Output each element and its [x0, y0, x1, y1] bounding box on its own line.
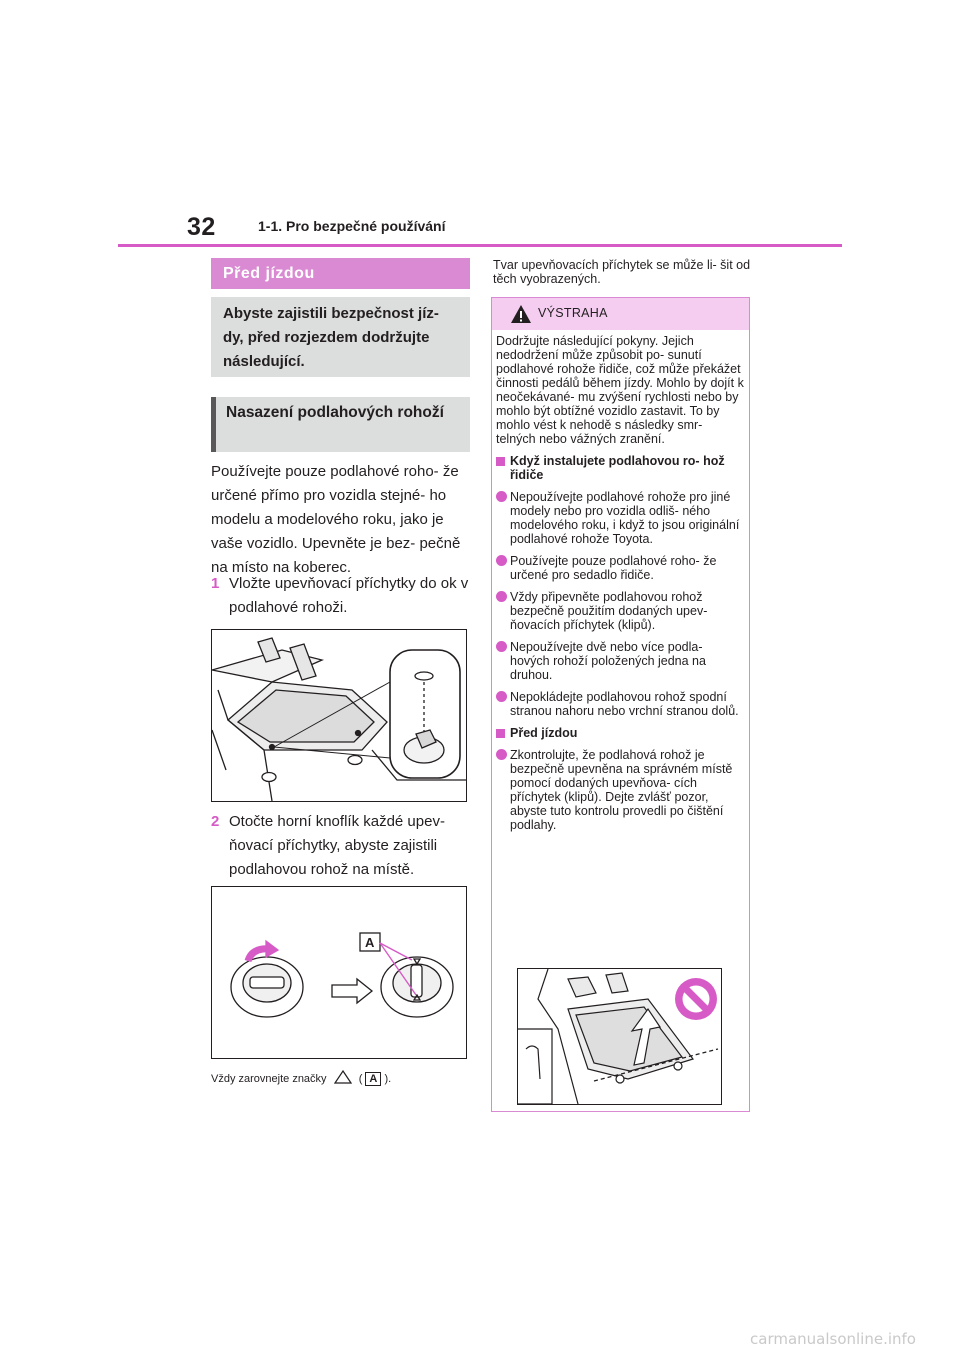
- round-bullet-icon: [496, 491, 507, 502]
- caption-paren-open: (: [358, 1073, 363, 1085]
- round-bullet-icon: [496, 591, 507, 602]
- heading-before-driving: Před jízdou: [496, 726, 744, 740]
- list-item: Nepoužívejte dvě nebo více podla- hových rohoží položených jedna na druhou.: [496, 640, 744, 682]
- caption-text: Vždy zarovnejte značky: [211, 1073, 327, 1085]
- caption-label-a: A: [365, 1072, 381, 1086]
- square-bullet-icon: [496, 729, 505, 738]
- list-item: Vždy připevněte podlahovou rohož bezpečně použitím dodaných upev- ňovacích příchytek (klipů).: [496, 590, 744, 632]
- section-title: 1-1. Pro bezpečné používání: [258, 218, 446, 234]
- figure-caption: [211, 1070, 391, 1086]
- figure-floor-mat-clips: [211, 629, 467, 802]
- figure-clip-rotation: [211, 886, 467, 1059]
- intro-box: Abyste zajistili bezpečnost jíz- dy, před rozjezdem dodržujte následující.: [211, 297, 470, 377]
- figure-label-a: A: [365, 935, 375, 950]
- step-number: 1: [211, 575, 220, 592]
- body-paragraph: Používejte pouze podlahové roho- že určené přímo pro vozidla stejné- ho modelu a modelového roku, jako je vaše vozidlo. Upevněte je bez- pečně na místo na koberec.: [211, 463, 461, 576]
- list-item: Nepokládejte podlahovou rohož spodní stranou nahoru nebo vrchní stranou dolů.: [496, 690, 744, 718]
- warning-body: [496, 334, 744, 840]
- caption-paren-close: ).: [384, 1073, 392, 1085]
- warning-header: [492, 298, 749, 330]
- floor-mat-illustration: [212, 630, 466, 801]
- page-number: 32: [187, 213, 216, 241]
- warning-title: VÝSTRAHA: [538, 306, 608, 320]
- step-text: Vložte upevňovací příchytky do ok v podlahové rohoži.: [229, 575, 469, 616]
- clip-shape-note: Tvar upevňovacích příchytek se může li- šit od těch vyobrazených.: [493, 258, 751, 286]
- round-bullet-icon: [496, 641, 507, 652]
- warning-icon: [510, 304, 532, 324]
- list-item: Nepoužívejte podlahové rohože pro jiné modely nebo pro vozidla odliš- ného modelového roku, i když to jsou originální podlahové rohože Toyota.: [496, 490, 744, 546]
- clip-rotation-illustration: [212, 887, 466, 1058]
- header-rule: [118, 244, 842, 247]
- floor-mat-check-illustration: [518, 969, 721, 1104]
- triangle-mark-icon: [334, 1070, 352, 1084]
- square-bullet-icon: [496, 457, 505, 466]
- round-bullet-icon: [496, 555, 507, 566]
- step-number: 2: [211, 813, 220, 830]
- round-bullet-icon: [496, 691, 507, 702]
- step-text: Otočte horní knoflík každé upev- ňovací příchytky, abyste zajistili podlahovou rohož na místě.: [229, 813, 445, 878]
- round-bullet-icon: [496, 749, 507, 760]
- warning-text: Dodržujte následující pokyny. Jejich nedodržení může způsobit po- sunutí podlahové rohože řidiče, což může překážet činnosti pedálů během jízdy. Mohlo by dojít k neočekávané- mu zvýšení rychlosti nebo by mohlo být obtížné vozidlo zastavit. To by mohlo vést k nehodě s následky smr- telných nebo vážných zranění.: [496, 334, 744, 446]
- footer-watermark[interactable]: carmanualsonline.info: [750, 1330, 916, 1348]
- prohibited-icon: [675, 978, 717, 1020]
- figure-floor-mat-check: [517, 968, 722, 1105]
- list-item: Zkontrolujte, že podlahová rohož je bezpečně upevněna na správném místě pomocí dodaných upevňova- cích příchytek (klipů). Dejte zvlášť pozor, abyste tuto kontrolu provedli po čištění podlahy.: [496, 748, 744, 832]
- step-1: [211, 572, 473, 620]
- subheading: Nasazení podlahových rohoží: [211, 397, 470, 452]
- warning-box: [491, 297, 750, 1112]
- heading-install: Když instalujete podlahovou ro- hož řidiče: [496, 454, 744, 482]
- list-item: Používejte pouze podlahové roho- že určené pro sedadlo řidiče.: [496, 554, 744, 582]
- step-2: [211, 810, 473, 882]
- section-banner: Před jízdou: [211, 258, 470, 289]
